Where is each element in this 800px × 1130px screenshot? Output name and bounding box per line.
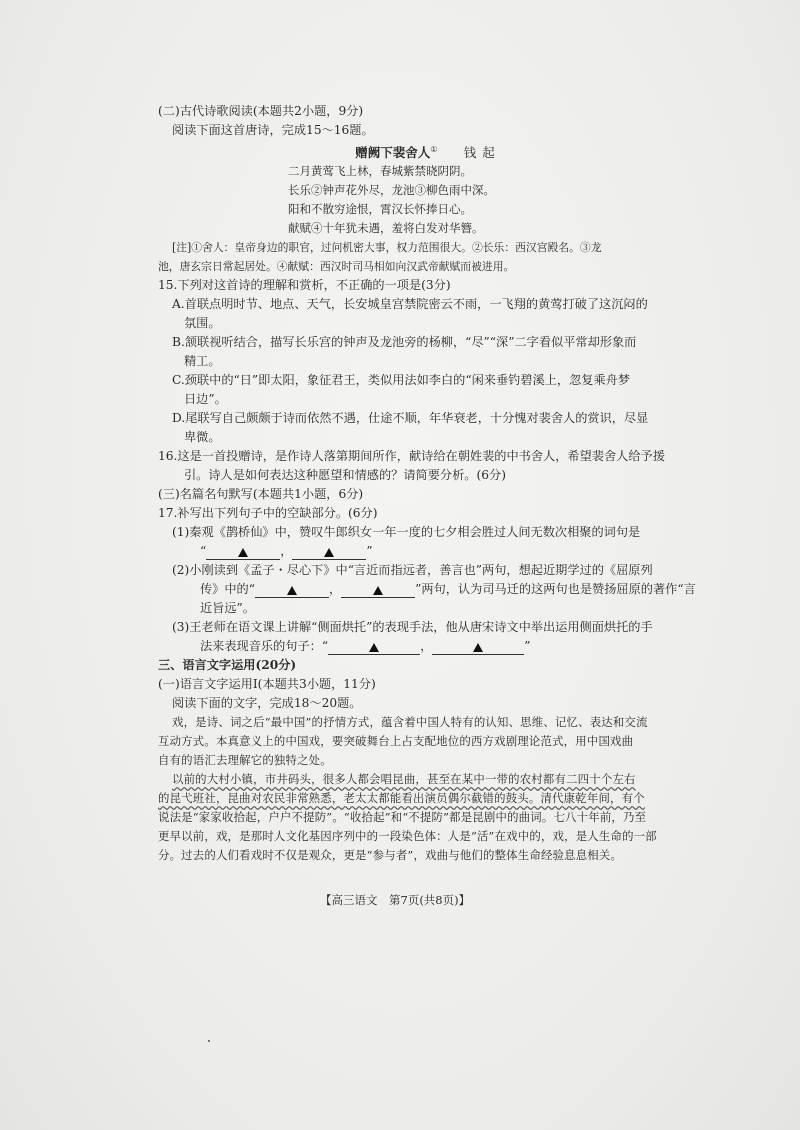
passage-line: 自有的语汇去理解它的独特之处。: [158, 753, 332, 768]
passage-line: 分。过去的人们看戏时不仅是观众，更是“参与者”，戏曲与他们的整体生命经验息息相关。: [158, 848, 623, 863]
poem-title-note-mark: ①: [430, 145, 438, 154]
question-15-stem: 15.下列对这首诗的理解和赏析，不正确的一项是(3分): [158, 278, 451, 293]
triangle-icon: [473, 643, 483, 652]
poem-title-row: [158, 140, 658, 162]
poem-line: 献赋④十年犹未遇，羞将白发对华簪。: [288, 221, 484, 236]
option-c: C.颈联中的“日”即太阳，象征君王，类似用法如李白的“闲来垂钓碧溪上，忽复乘舟梦: [172, 373, 631, 388]
poem-title: 赠阙下裴舍人: [355, 145, 431, 161]
poem-author: 钱起: [463, 145, 501, 161]
q17-item2-cont: 近旨远”。: [200, 601, 255, 616]
q17-item1: (1)秦观《鹊桥仙》中，赞叹牛郎织女一年一度的七夕相会胜过人间无数次相聚的词句是: [172, 525, 641, 540]
triangle-icon: [373, 586, 383, 595]
q17-item1-blanks: “ ， ”: [200, 544, 373, 559]
part-header: 三、语言文字运用(20分): [158, 658, 297, 673]
poem-line: 阳和不散穷途恨，霄汉长怀捧日心。: [288, 202, 472, 217]
triangle-icon: [287, 586, 297, 595]
option-d-cont: 卑微。: [184, 430, 221, 445]
passage-line: 戏，是诗、词之后“最中国”的抒情方式，蕴含着中国人特有的认知、思维、记忆、表达和交流: [172, 715, 648, 730]
answer-blank[interactable]: [432, 640, 524, 655]
page-content: [158, 102, 696, 865]
q17-item3: (3)王老师在语文课上讲解“侧面烘托”的表现手法，他从唐宋诗文中举出运用侧面烘托的手: [172, 620, 653, 635]
answer-blank[interactable]: [341, 583, 415, 598]
passage-line: 更早以前，戏，是那时人文化基因序列中的一段染色体：人是“活”在戏中的，戏，是人生命的一部: [158, 829, 657, 844]
q17-item3-blanks: 法来表现音乐的句子：“ ， ”: [200, 639, 531, 654]
answer-blank[interactable]: [255, 583, 329, 598]
annotation-line: [注]①舍人：皇帝身边的职官，过问机密大事，权力范围很大。②长乐：西汉宫殿名。③龙: [172, 241, 602, 255]
section-header: (三)名篇名句默写(本题共1小题，6分): [158, 487, 364, 502]
section-header: (二)古代诗歌阅读(本题共2小题，9分): [158, 104, 364, 118]
passage-line: 以前的大村小镇，市井码头，很多人都会唱昆曲，甚至在某中一带的农村都有二四十个左右: [172, 772, 636, 787]
option-d: D.尾联写自己颇颇于诗而依然不遇，仕途不顺，年华衰老，十分愧对裴舍人的赏识，尽显: [172, 411, 649, 426]
triangle-icon: [369, 643, 379, 652]
poem-line: 二月黄莺飞上林，春城紫禁晓阴阴。: [288, 164, 472, 179]
question-17-stem: 17.补写出下列句子中的空缺部分。(6分): [158, 506, 378, 521]
q17-item2: (2)小刚读到《孟子・尽心下》中“言近而指远者，善言也”两句，想起近期学过的《屈原列: [172, 563, 653, 578]
question-16-cont: 引。诗人是如何表达这种愿望和情感的？请简要分析。(6分): [184, 468, 506, 483]
instruction: 阅读下面这首唐诗，完成15～16题。: [172, 123, 374, 137]
q17-item2-blanks: 传》中的“ ， ”两句，认为司马迁的这两句也是赞扬屈原的著作“言: [200, 582, 696, 597]
option-a: A.首联点明时节、地点、天气，长安城皇宫禁院密云不雨，一飞翔的黄莺打破了这沉闷的: [172, 297, 648, 312]
answer-blank[interactable]: [292, 545, 366, 560]
option-b-cont: 精工。: [184, 354, 221, 369]
page-footer: 【高三语文 第7页(共8页)】: [320, 893, 471, 907]
triangle-icon: [238, 548, 248, 557]
option-a-cont: 氛围。: [184, 316, 221, 331]
answer-blank[interactable]: [206, 545, 280, 560]
passage-line: 的昆弋班社，昆曲对农民非常熟悉，老太太都能看出演员偶尔截错的鼓头。清代康乾年间，有个: [158, 791, 645, 806]
instruction: 阅读下面的文字，完成18～20题。: [172, 696, 362, 711]
scan-speck: [208, 1040, 210, 1042]
poem-line: 长乐②钟声花外尽，龙池③柳色雨中深。: [288, 183, 495, 198]
option-c-cont: 日边”。: [184, 392, 227, 407]
option-b: B.颔联视听结合，描写长乐宫的钟声及龙池旁的杨柳，“尽”“深”二字看似平常却形象而: [172, 335, 637, 350]
triangle-icon: [324, 548, 334, 557]
subsection-header: (一)语言文字运用Ⅰ(本题共3小题，11分): [158, 677, 376, 692]
answer-blank[interactable]: [328, 640, 420, 655]
passage-line: 说法是“家家收拾起，户户不提防”。“收拾起”和“不提防”都是昆剧中的曲词。七八十年前，乃至: [158, 810, 647, 825]
passage-line: 互动方式。本真意义上的中国戏，要突破舞台上占支配地位的西方戏剧理论范式，用中国戏曲: [158, 734, 634, 749]
annotation-line: 池，唐玄宗日常起居处。④献赋：西汉时司马相如向汉武帝献赋而被进用。: [158, 260, 515, 274]
question-16: 16.这是一首投赠诗，是作诗人落第期间所作，献诗给在朝姓裴的中书舍人，希望裴舍人给予援: [158, 449, 665, 464]
